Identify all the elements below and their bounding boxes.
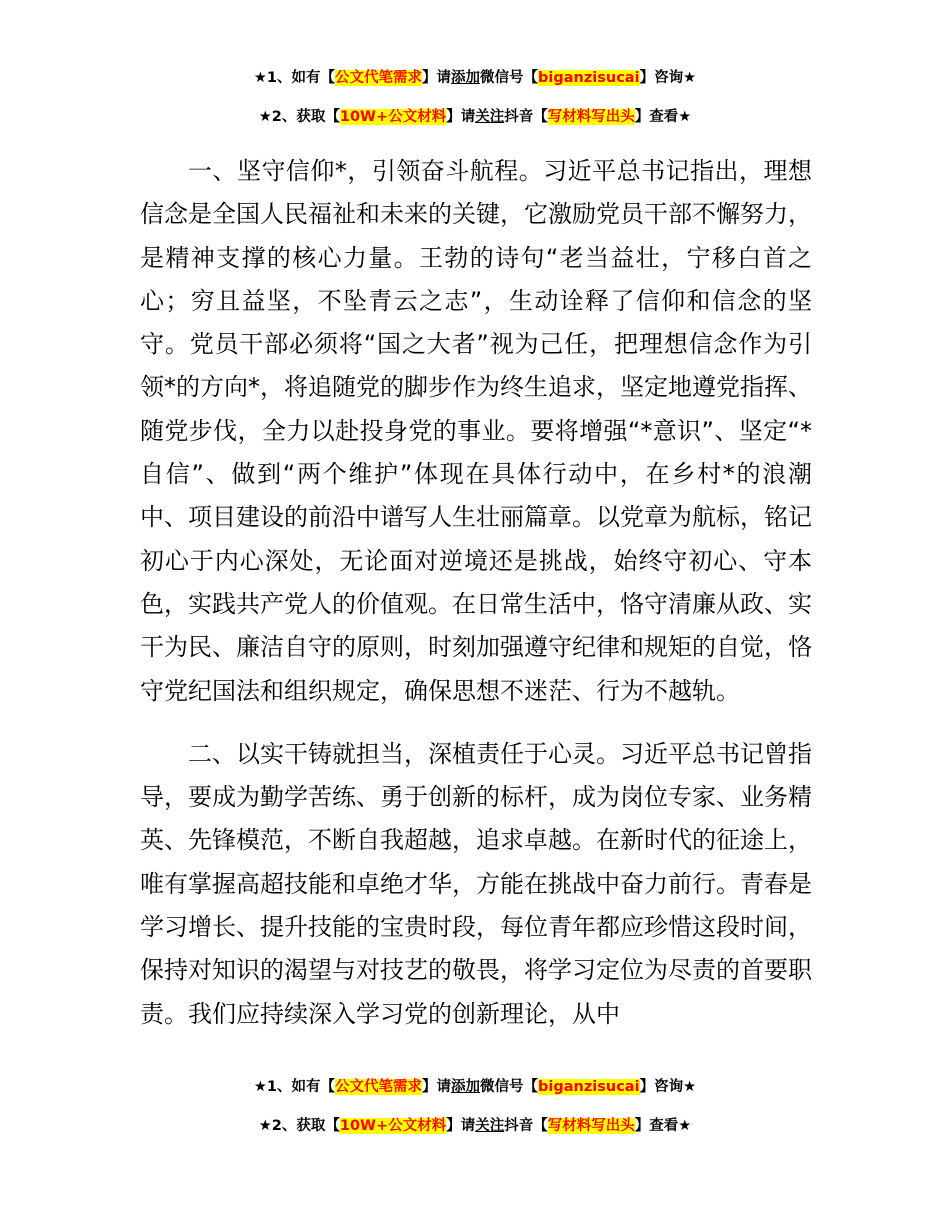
banner-text: 】请 — [422, 1079, 452, 1095]
banner-text: 微信号【 — [480, 70, 539, 86]
highlight-douyin-account: 写材料写出头 — [547, 1118, 635, 1134]
banner-text: 】请 — [422, 70, 452, 86]
footer-notice-2 — [0, 1115, 950, 1137]
banner-text: 】咨询★ — [639, 70, 697, 86]
highlight-keyword: 公文代笔需求 — [335, 70, 423, 86]
header-notice-2 — [0, 106, 950, 128]
paragraph-2: 二、以实干铸就担当，深植责任于心灵。习近平总书记曾指导，要成为勤学苦练、勇于创新的标杆，成为岗位专家、业务精英、先锋模范，不断自我超越，追求卓越。在新时代的征途上，唯有掌握高超技能和卓绝才华，方能在挑战中奋力前行。青春是学习增长、提升技能的宝贵时段，每位青年都应珍惜这段时间，保持对知识的渴望与对技艺的敬畏，将学习定位为尽责的首要职责。我们应持续深入学习党的创新理论，从中 — [140, 739, 812, 1028]
banner-text: 抖音【 — [504, 109, 548, 125]
banner-text: 】查看★ — [634, 1118, 692, 1134]
highlight-keyword: 10W+公文材料 — [339, 109, 447, 125]
highlight-douyin-account: 写材料写出头 — [547, 109, 635, 125]
banner-text: 】查看★ — [634, 109, 692, 125]
underlined-keyword: 关注 — [475, 1118, 505, 1134]
highlight-keyword: 10W+公文材料 — [339, 1118, 447, 1134]
underlined-keyword: 添加 — [451, 1079, 481, 1095]
footer-notice-1 — [0, 1076, 950, 1098]
banner-text: 】请 — [446, 109, 476, 125]
underlined-keyword: 添加 — [451, 70, 481, 86]
banner-text: 微信号【 — [480, 1079, 539, 1095]
banner-text: 】请 — [446, 1118, 476, 1134]
banner-text: ★2、获取【 — [258, 1118, 340, 1134]
highlight-wechat-id: biganzisucai — [538, 70, 640, 86]
document-body — [140, 150, 812, 1036]
banner-text: 抖音【 — [504, 1118, 548, 1134]
underlined-keyword: 关注 — [475, 109, 505, 125]
banner-text: 】咨询★ — [639, 1079, 697, 1095]
banner-text: ★2、获取【 — [258, 109, 340, 125]
paragraph-1: 一、坚守信仰*，引领奋斗航程。习近平总书记指出，理想信念是全国人民福祉和未来的关键，它激励党员干部不懈努力，是精神支撑的核心力量。王勃的诗句“老当益壮，宁移白首之心；穷且益坚，不坠青云之志”，生动诠释了信仰和信念的坚守。党员干部必须将“国之大者”视为己任，把理想信念作为引领*的方向*，将追随党的脚步作为终生追求，坚定地遵党指挥、随党步伐，全力以赴投身党的事业。要将增强“*意识”、坚定“*自信”、做到“两个维护”体现在具体行动中，在乡村*的浪潮中、项目建设的前沿中谱写人生壮丽篇章。以党章为航标，铭记初心于内心深处，无论面对逆境还是挑战，始终守初心、守本色，实践共产党人的价值观。在日常生活中，恪守清廉从政、实干为民、廉洁自守的原则，时刻加强遵守纪律和规矩的自觉，恪守党纪国法和组织规定，确保思想不迷茫、行为不越轨。 — [140, 157, 812, 705]
highlight-keyword: 公文代笔需求 — [335, 1079, 423, 1095]
banner-text: ★1、如有【 — [253, 1079, 336, 1095]
header-notice-1 — [0, 67, 950, 89]
highlight-wechat-id: biganzisucai — [538, 1079, 640, 1095]
banner-text: ★1、如有【 — [253, 70, 336, 86]
